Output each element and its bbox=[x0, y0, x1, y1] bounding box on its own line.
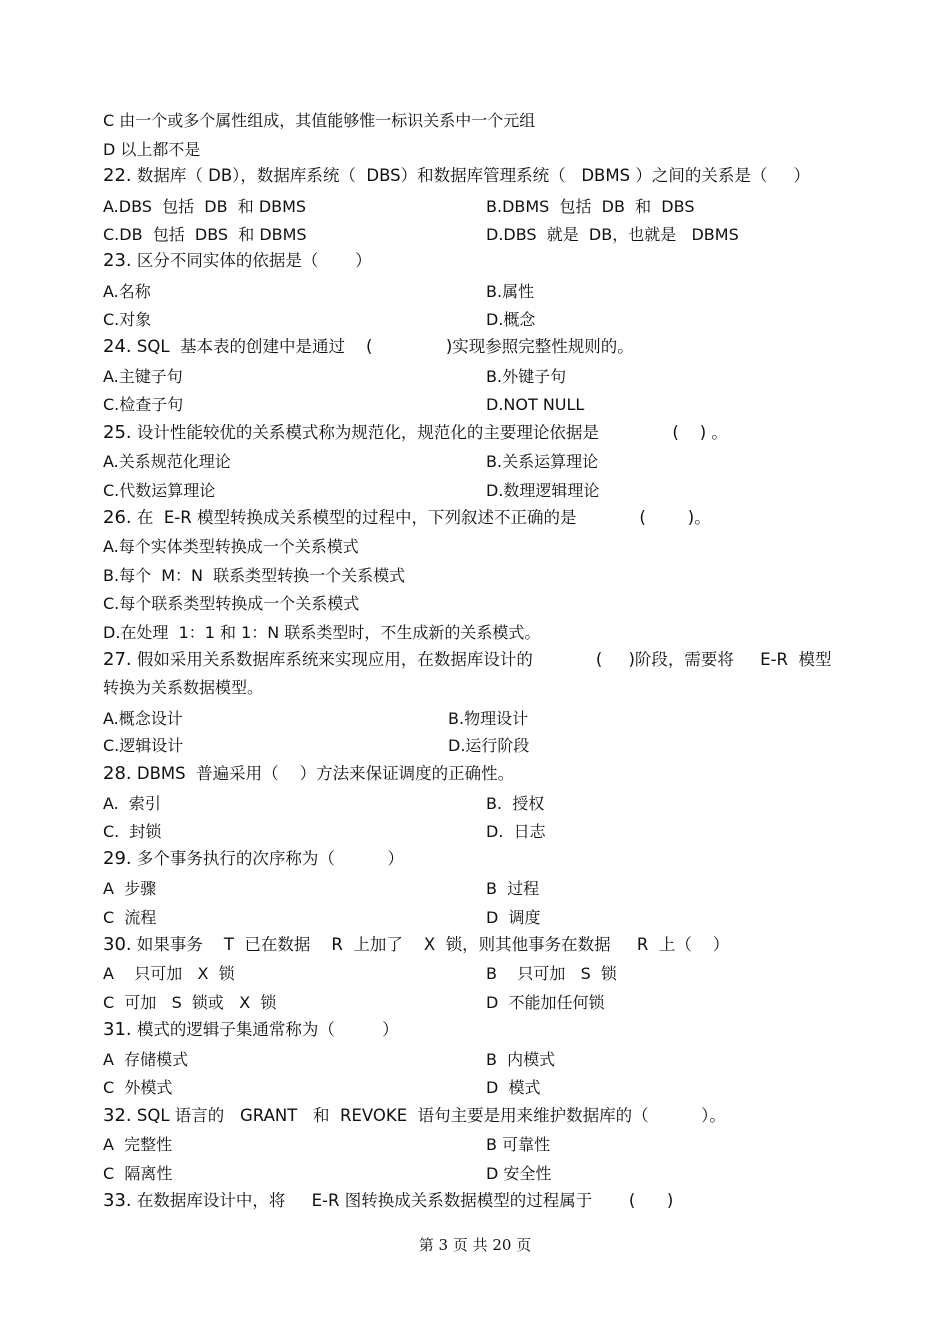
options-row bbox=[103, 1164, 863, 1184]
question-text: 在数据库设计中，将 E-R 图转换成关系数据模型的过程属于 ( ) bbox=[131, 1191, 674, 1210]
option-b: B 过程 bbox=[486, 879, 540, 898]
question-text: 数据库（ DB），数据库系统（ DBS）和数据库管理系统（ DBMS ）之间的关系是（ ） bbox=[131, 166, 811, 185]
option-b: B 只可加 S 锁 bbox=[486, 964, 617, 983]
question-31 bbox=[103, 1020, 399, 1040]
option-b: B.属性 bbox=[486, 282, 535, 301]
question-number: 29. bbox=[103, 848, 132, 869]
question-number: 30. bbox=[103, 934, 132, 955]
option-d: D 不能加任何锁 bbox=[486, 993, 605, 1012]
option-d: D.在处理 1：1 和 1：N 联系类型时，不生成新的关系模式。 bbox=[103, 623, 541, 642]
option-d: D.运行阶段 bbox=[448, 736, 530, 755]
text-line: C 由一个或多个属性组成，其值能够惟一标识关系中一个元组 bbox=[103, 111, 536, 130]
option-b: B.每个 M：N 联系类型转换一个关系模式 bbox=[103, 566, 406, 585]
option-c: C 外模式 bbox=[103, 1078, 173, 1097]
page-footer: 第 3 页 共 20 页 bbox=[418, 1236, 532, 1254]
options-row bbox=[103, 1135, 863, 1155]
option-b: B 内模式 bbox=[486, 1050, 556, 1069]
text-line: D 以上都不是 bbox=[103, 140, 201, 159]
option-b: B. 授权 bbox=[486, 794, 545, 813]
option-c: C.DB 包括 DBS 和 DBMS bbox=[103, 225, 307, 244]
question-text: 多个事务执行的次序称为（ ） bbox=[131, 849, 404, 868]
question-number: 33. bbox=[103, 1190, 132, 1211]
options-row bbox=[103, 367, 863, 387]
option-a: A 步骤 bbox=[103, 879, 157, 898]
options-row bbox=[103, 709, 863, 729]
question-text: 假如采用关系数据库系统来实现应用，在数据库设计的 ( )阶段，需要将 E-R 模型 bbox=[131, 650, 832, 669]
question-26 bbox=[103, 508, 711, 528]
question-number: 28. bbox=[103, 763, 132, 784]
option-d: D 安全性 bbox=[486, 1164, 552, 1183]
option-a: A. 索引 bbox=[103, 794, 161, 813]
option-a: A.概念设计 bbox=[103, 709, 183, 728]
options-row bbox=[103, 1078, 863, 1098]
option-a: A.每个实体类型转换成一个关系模式 bbox=[103, 537, 359, 556]
option-c: C 隔离性 bbox=[103, 1164, 173, 1183]
question-33 bbox=[103, 1191, 673, 1211]
option-d: D.NOT NULL bbox=[486, 395, 585, 414]
options-row bbox=[103, 395, 863, 415]
question-number: 23. bbox=[103, 250, 132, 271]
option-a: A.DBS 包括 DB 和 DBMS bbox=[103, 197, 307, 216]
question-text: 区分不同实体的依据是（ ） bbox=[131, 251, 372, 270]
option-c: C.检查子句 bbox=[103, 395, 184, 414]
option-b: B.外键子句 bbox=[486, 367, 567, 386]
question-text: 模式的逻辑子集通常称为（ ） bbox=[131, 1020, 399, 1039]
options-row bbox=[103, 481, 863, 501]
options-row bbox=[103, 225, 863, 245]
question-number: 24. bbox=[103, 336, 132, 357]
question-number: 25. bbox=[103, 422, 132, 443]
question-text: 如果事务 T 已在数据 R 上加了 X 锁，则其他事务在数据 R 上（ ） bbox=[131, 935, 730, 954]
question-text: SQL 基本表的创建中是通过 ( )实现参照完整性规则的。 bbox=[131, 337, 634, 356]
options-row bbox=[103, 794, 863, 814]
option-a: A 只可加 X 锁 bbox=[103, 964, 235, 983]
options-row bbox=[103, 310, 863, 330]
option-a: A.关系规范化理论 bbox=[103, 452, 231, 471]
option-d: D. 日志 bbox=[486, 822, 546, 841]
option-c: C.代数运算理论 bbox=[103, 481, 216, 500]
options-row bbox=[103, 736, 863, 756]
option-c: C.每个联系类型转换成一个关系模式 bbox=[103, 594, 360, 613]
option-c: C 可加 S 锁或 X 锁 bbox=[103, 993, 277, 1012]
options-row bbox=[103, 993, 863, 1013]
option-a: A.主键子句 bbox=[103, 367, 183, 386]
option-c: C.逻辑设计 bbox=[103, 736, 184, 755]
question-number: 32. bbox=[103, 1105, 132, 1126]
question-number: 22. bbox=[103, 165, 132, 186]
options-row bbox=[103, 1050, 863, 1070]
option-b: B.关系运算理论 bbox=[486, 452, 599, 471]
question-number: 26. bbox=[103, 507, 132, 528]
options-row bbox=[103, 452, 863, 472]
option-a: A 完整性 bbox=[103, 1135, 173, 1154]
options-row bbox=[103, 879, 863, 899]
question-text: 设计性能较优的关系模式称为规范化，规范化的主要理论依据是 ( ) 。 bbox=[131, 423, 728, 442]
option-d: D.数理逻辑理论 bbox=[486, 481, 600, 500]
options-row bbox=[103, 822, 863, 842]
option-c: C. 封锁 bbox=[103, 822, 162, 841]
question-23 bbox=[103, 251, 372, 271]
options-row bbox=[103, 908, 863, 928]
option-c: C.对象 bbox=[103, 310, 152, 329]
option-d: D 调度 bbox=[486, 908, 541, 927]
option-b: B.DBMS 包括 DB 和 DBS bbox=[486, 197, 695, 216]
question-text: SQL 语言的 GRANT 和 REVOKE 语句主要是用来维护数据库的（ ）。 bbox=[131, 1106, 726, 1125]
question-text: DBMS 普遍采用（ ）方法来保证调度的正确性。 bbox=[131, 764, 515, 783]
question-27 bbox=[103, 650, 831, 670]
options-row bbox=[103, 282, 863, 302]
question-32 bbox=[103, 1106, 726, 1126]
question-number: 27. bbox=[103, 649, 132, 670]
question-24 bbox=[103, 337, 634, 357]
question-28 bbox=[103, 764, 514, 784]
options-row bbox=[103, 964, 863, 984]
question-text: 在 E-R 模型转换成关系模型的过程中，下列叙述不正确的是 ( )。 bbox=[131, 508, 711, 527]
option-b: B.物理设计 bbox=[448, 709, 529, 728]
question-number: 31. bbox=[103, 1019, 132, 1040]
option-d: D.概念 bbox=[486, 310, 536, 329]
question-25 bbox=[103, 423, 728, 443]
question-text-continued: 转换为关系数据模型。 bbox=[103, 678, 264, 697]
option-b: B 可靠性 bbox=[486, 1135, 551, 1154]
option-c: C 流程 bbox=[103, 908, 157, 927]
option-d: D.DBS 就是 DB，也就是 DBMS bbox=[486, 225, 739, 244]
question-22 bbox=[103, 166, 810, 186]
option-d: D 模式 bbox=[486, 1078, 541, 1097]
options-row bbox=[103, 197, 863, 217]
option-a: A 存储模式 bbox=[103, 1050, 189, 1069]
question-29 bbox=[103, 849, 404, 869]
question-30 bbox=[103, 935, 729, 955]
option-a: A.名称 bbox=[103, 282, 151, 301]
